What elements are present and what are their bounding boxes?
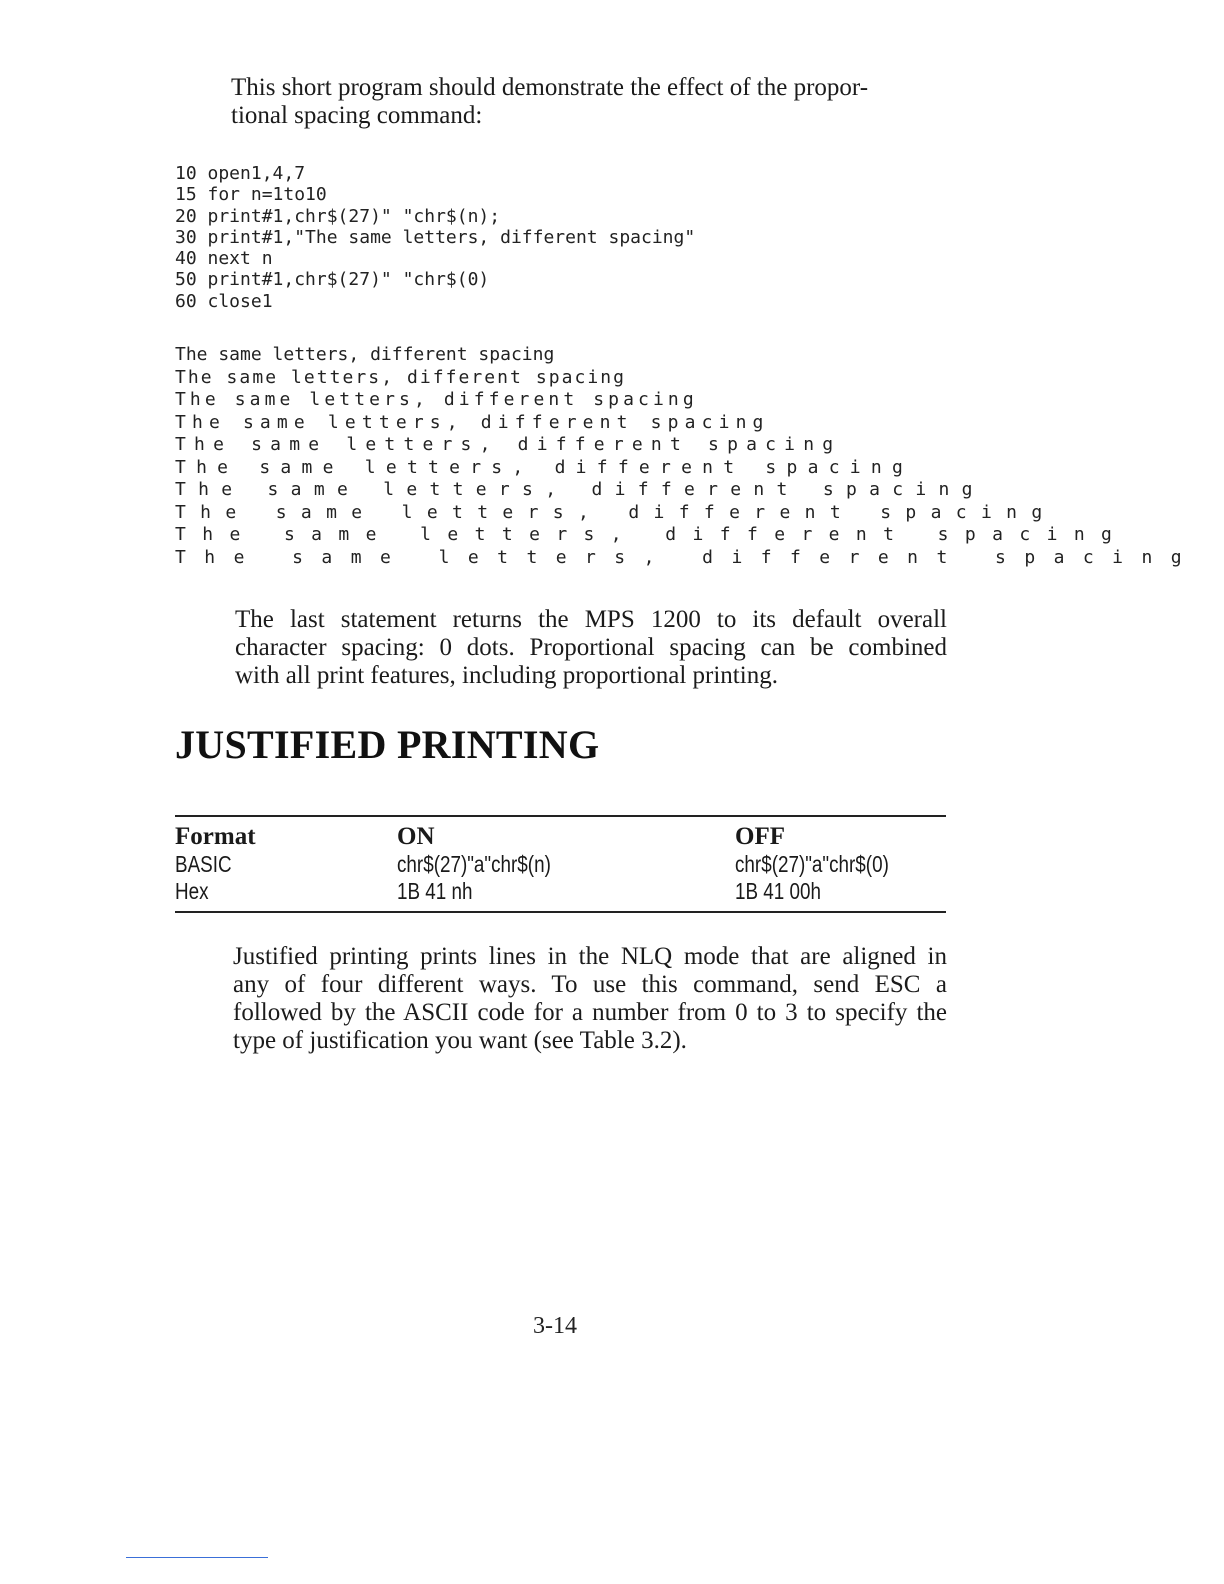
- default-spacing-paragraph: [235, 606, 947, 690]
- on-code: 1B 41 nh: [397, 878, 473, 904]
- format-table: [175, 815, 946, 913]
- paragraph-line: The last statement returns the MPS 1200 to its default overall: [235, 606, 947, 633]
- table-row: [175, 851, 946, 878]
- header-off: OFF: [735, 823, 785, 850]
- paragraph-line: character spacing: 0 dots. Proportional spacing can be combined: [235, 634, 947, 661]
- program-line: 15 for n=1to10: [175, 184, 327, 206]
- program-line: 20 print#1,chr$(27)" "chr$(n);: [175, 205, 501, 227]
- header-format: Format: [175, 823, 256, 850]
- on-code: chr$(27)"a"chr$(n): [397, 851, 551, 877]
- justified-description-paragraph: [233, 943, 947, 1055]
- intro-paragraph: [231, 74, 943, 130]
- program-line: 50 print#1,chr$(27)" "chr$(0): [175, 269, 490, 291]
- paragraph-line: with all print features, including proportional printing.: [235, 662, 778, 689]
- demo-output-line: The same letters, different spacing: [175, 366, 627, 388]
- program-line: 60 close1: [175, 290, 273, 312]
- intro-line: This short program should demonstrate the effect of the propor-: [231, 74, 869, 101]
- off-code: chr$(27)"a"chr$(0): [735, 851, 889, 877]
- demo-output-line: The same letters, different spacing: [175, 456, 914, 478]
- demo-output-line: The same letters, different spacing: [175, 479, 985, 500]
- paragraph-line: Justified printing prints lines in the NLQ mode that are aligned in: [233, 943, 947, 970]
- paragraph-line: any of four different ways. To use this command, send ESC a: [233, 971, 947, 998]
- program-line: 10 open1,4,7: [175, 163, 306, 184]
- demo-output-line: The same letters, different spacing: [175, 501, 1057, 523]
- paragraph-line: type of justification you want (see Table 3.2).: [233, 1027, 687, 1054]
- footer-rule: [126, 1557, 268, 1558]
- demo-output-line: The same letters, different spacing: [175, 546, 1201, 568]
- paragraph-line: followed by the ASCII code for a number from 0 to 3 to specify the: [233, 999, 947, 1026]
- format-table-header: [175, 816, 946, 851]
- demo-output-line: The same letters, different spacing: [175, 389, 698, 410]
- section-heading: JUSTIFIED PRINTING: [175, 722, 600, 767]
- demo-output-line: The same letters, different spacing: [175, 411, 770, 433]
- intro-line: tional spacing command:: [231, 102, 483, 129]
- demo-output-line: The same letters, different spacing: [175, 524, 1129, 545]
- demo-output-line: The same letters, different spacing: [175, 434, 842, 455]
- page-number: 3-14: [533, 1313, 577, 1339]
- row-label: Hex: [175, 878, 209, 904]
- demo-output-line: The same letters, different spacing: [175, 344, 555, 365]
- off-code: 1B 41 00h: [735, 878, 821, 904]
- basic-program-listing: [175, 163, 695, 312]
- table-row: [175, 878, 946, 912]
- header-on: ON: [397, 823, 435, 850]
- program-line: 30 print#1,"The same letters, different spacing": [175, 226, 696, 248]
- spacing-demo-output: [175, 344, 1200, 569]
- program-line: 40 next n: [175, 248, 273, 270]
- row-label: BASIC: [175, 851, 232, 877]
